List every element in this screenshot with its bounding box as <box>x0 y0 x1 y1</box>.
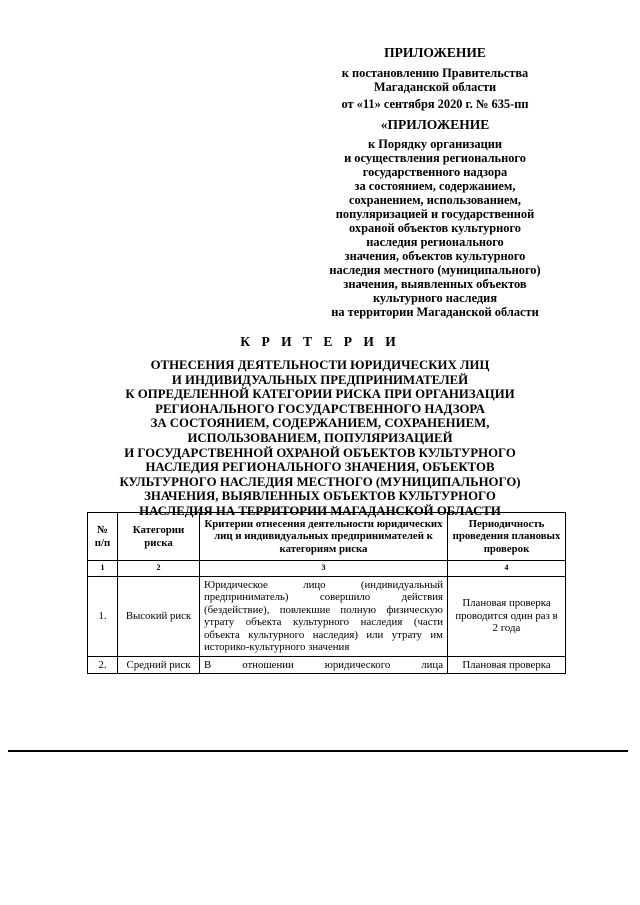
row-periodicity: Плановая проверка проводится один раз в 2 года <box>448 576 566 656</box>
row-criteria: В отношении юридического лица <box>200 656 448 674</box>
inner-annex-line: и осуществления регионального <box>344 151 526 165</box>
column-number: 2 <box>118 561 200 577</box>
table-row <box>88 576 566 656</box>
column-number-row <box>88 561 566 577</box>
inner-annex-line: на территории Магаданской области <box>331 305 539 319</box>
header-num: № п/п <box>88 513 118 561</box>
table-row <box>88 656 566 674</box>
header-periodicity: Периодичность проведения плановых проверок <box>448 513 566 561</box>
title-line: КУЛЬТУРНОГО НАСЛЕДИЯ МЕСТНОГО (МУНИЦИПАЛЬНОГО) <box>119 474 521 489</box>
row-criteria: Юридическое лицо (индивидуальный предприниматель) совершило действия (бездействие), повлекшие полную физическую утрату объекта культурного наследия (части объекта культурного наследия) или утрату им историко-культурного значения <box>200 576 448 656</box>
annex-title: ПРИЛОЖЕНИЕ <box>384 45 486 60</box>
title-line: НАСЛЕДИЯ НА ТЕРРИТОРИИ МАГАДАНСКОЙ ОБЛАСТИ <box>139 503 501 518</box>
table-header-row <box>88 513 566 561</box>
title-line: К ОПРЕДЕЛЕННОЙ КАТЕГОРИИ РИСКА ПРИ ОРГАНИЗАЦИИ <box>125 387 515 402</box>
row-num: 1. <box>88 576 118 656</box>
inner-annex-line: значения, выявленных объектов <box>343 277 527 291</box>
document-title <box>80 334 560 519</box>
title-line: И ГОСУДАРСТВЕННОЙ ОХРАНОЙ ОБЪЕКТОВ КУЛЬТУРНОГО <box>124 445 516 460</box>
criteria-table <box>87 512 566 674</box>
inner-annex-line: популяризацией и государственной <box>335 207 535 221</box>
row-periodicity: Плановая проверка <box>448 656 566 674</box>
inner-annex-line: наследия местного (муниципального) <box>329 263 541 277</box>
row-num: 2. <box>88 656 118 674</box>
inner-annex-line: значения, объектов культурного <box>344 249 526 263</box>
header-category: Категории риска <box>118 513 200 561</box>
inner-annex-line: сохранением, использованием, <box>348 193 522 207</box>
title-line: НАСЛЕДИЯ РЕГИОНАЛЬНОГО ЗНАЧЕНИЯ, ОБЪЕКТОВ <box>145 460 495 475</box>
title-line: ЗНАЧЕНИЯ, ВЫЯВЛЕННЫХ ОБЪЕКТОВ КУЛЬТУРНОГО <box>144 489 496 504</box>
column-number: 4 <box>448 561 566 577</box>
inner-annex-line: за состоянием, содержанием, <box>354 179 516 193</box>
inner-annex <box>306 118 564 319</box>
inner-annex-line: наследия регионального <box>366 235 504 249</box>
annex-to-line-2: Магаданской области <box>373 80 497 94</box>
annex-date: от «11» сентября 2020 г. № 635-пп <box>341 97 529 111</box>
column-number: 3 <box>200 561 448 577</box>
title-line: РЕГИОНАЛЬНОГО ГОСУДАРСТВЕННОГО НАДЗОРА <box>155 401 485 416</box>
row-category: Средний риск <box>118 656 200 674</box>
title-line: ИСПОЛЬЗОВАНИЕМ, ПОПУЛЯРИЗАЦИЕЙ <box>187 430 453 445</box>
column-number: 1 <box>88 561 118 577</box>
inner-annex-line: к Порядку организации <box>368 137 502 151</box>
header-criteria: Критерии отнесения деятельности юридических лиц и индивидуальных предпринимателей к категориям риска <box>200 513 448 561</box>
title-body <box>80 358 560 519</box>
annex-header <box>306 46 564 111</box>
title-heading: К Р И Т Е Р И И <box>240 334 400 349</box>
inner-annex-line: охраной объектов культурного <box>348 221 522 235</box>
inner-annex-line: государственного надзора <box>362 165 508 179</box>
page-cut-divider <box>8 750 628 752</box>
title-line: И ИНДИВИДУАЛЬНЫХ ПРЕДПРИНИМАТЕЛЕЙ <box>171 372 469 387</box>
inner-annex-line: культурного наследия <box>372 291 498 305</box>
title-line: ЗА СОСТОЯНИЕМ, СОДЕРЖАНИЕМ, СОХРАНЕНИЕМ, <box>150 416 490 431</box>
inner-annex-title: «ПРИЛОЖЕНИЕ <box>380 117 490 132</box>
row-category: Высокий риск <box>118 576 200 656</box>
annex-to-line-1: к постановлению Правительства <box>341 66 529 80</box>
title-line: ОТНЕСЕНИЯ ДЕЯТЕЛЬНОСТИ ЮРИДИЧЕСКИХ ЛИЦ <box>150 358 490 372</box>
